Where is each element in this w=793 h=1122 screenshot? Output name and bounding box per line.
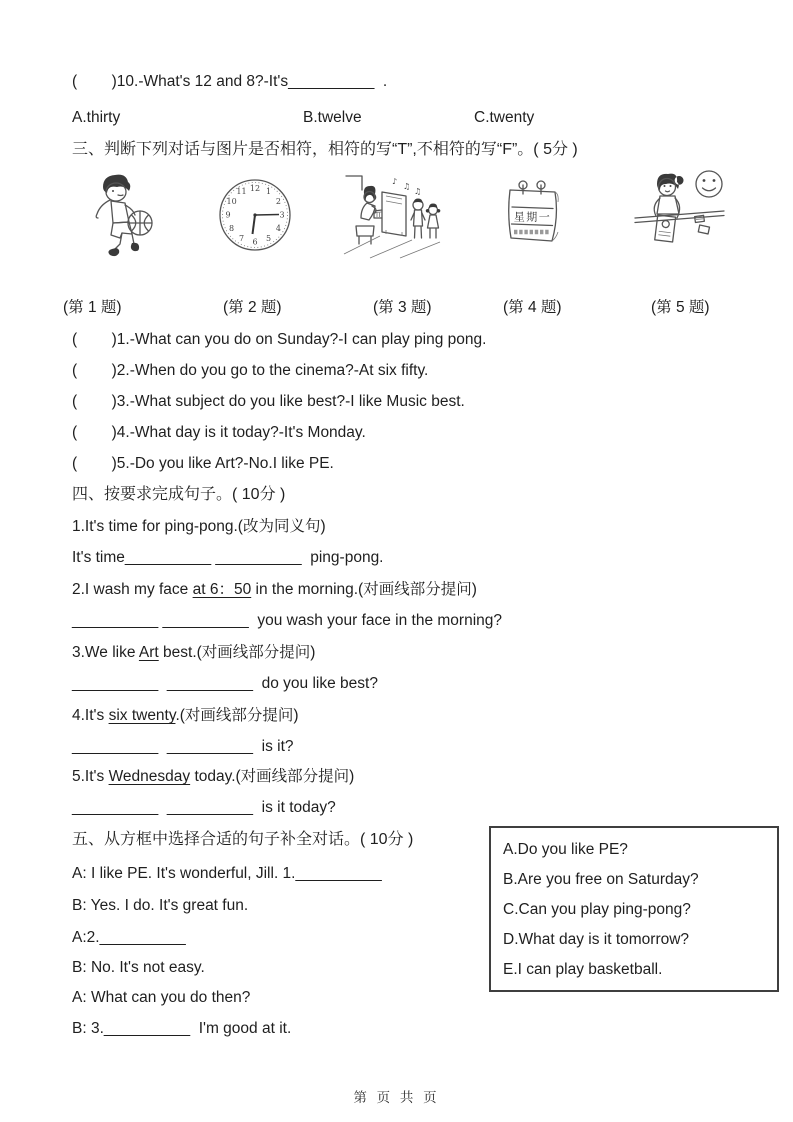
box-option-c: C.Can you play ping-pong?	[503, 901, 691, 918]
caption-figure-2: (第 2 题)	[223, 299, 282, 316]
box-option-a: A.Do you like PE?	[503, 841, 628, 858]
tf-question-2: ( )2.-When do you go to the cinema?-At six fifty.	[72, 362, 429, 379]
page-footer: 第 页 共 页	[353, 1090, 440, 1105]
svg-text:2: 2	[275, 197, 281, 206]
figure-girl-painting	[633, 166, 727, 256]
svg-text:10: 10	[226, 197, 237, 206]
dialog-line-4: B: No. It's not easy.	[72, 959, 205, 976]
figure-piano-lesson	[342, 168, 444, 260]
dialog-line-2: B: Yes. I do. It's great fun.	[72, 897, 249, 914]
caption-figure-4: (第 4 题)	[503, 299, 562, 316]
s4-item2-answer: __________ __________ you wash your face in the morning?	[72, 612, 503, 629]
box-option-e: E.I can play basketball.	[503, 961, 663, 978]
underlined-part: Wednesday	[108, 768, 191, 785]
q10-option-a: A.thirty	[72, 109, 121, 126]
s4-item5-answer: __________ __________ is it today?	[72, 799, 336, 816]
caption-figure-5: (第 5 题)	[651, 299, 710, 316]
figure-clock	[212, 174, 298, 260]
dialog-line-1: A: I like PE. It's wonderful, Jill. 1.__________	[72, 865, 382, 882]
s4-item4-answer: __________ __________ is it?	[72, 738, 294, 755]
box-option-d: D.What day is it tomorrow?	[503, 931, 690, 948]
caption-figure-1: (第 1 题)	[63, 299, 122, 316]
svg-text:♫: ♫	[414, 187, 422, 196]
section3-heading: 三、判断下列对话与图片是否相符，相符的写“T”,不相符的写“F”。( 5分 )	[72, 141, 578, 158]
svg-text:♪: ♪	[392, 177, 398, 186]
svg-text:1: 1	[265, 187, 272, 196]
tf-question-5: ( )5.-Do you like Art?-No.I like PE.	[72, 455, 334, 472]
dialog-line-3: A:2.__________	[72, 929, 186, 946]
s4-item3-answer: __________ __________ do you like best?	[72, 675, 378, 692]
svg-text:11: 11	[236, 187, 247, 196]
s4-item2-question: 2.I wash my face at 6：50 in the morning.(对画线部分提问)	[72, 581, 477, 598]
caption-figure-3: (第 3 题)	[373, 299, 432, 316]
svg-text:3: 3	[279, 210, 285, 220]
smiley-face	[696, 171, 722, 197]
clock-minute-hand	[255, 215, 279, 216]
s4-item4-question: 4.It's six twenty.(对画线部分提问)	[72, 707, 299, 724]
figure-basketball-boy	[74, 170, 166, 262]
svg-text:♫: ♫	[403, 182, 411, 191]
svg-text:12: 12	[249, 184, 261, 193]
sentence-choice-box	[489, 826, 779, 992]
figure-calendar	[498, 174, 572, 254]
s4-item1-question: 1.It's time for ping-pong.(改为同义句)	[72, 518, 326, 535]
box-option-b: B.Are you free on Saturday?	[503, 871, 699, 888]
section4-heading: 四、按要求完成句子。( 10分 )	[72, 486, 286, 503]
tf-question-1: ( )1.-What can you do on Sunday?-I can play ping pong.	[72, 331, 487, 348]
svg-text:4: 4	[275, 224, 281, 233]
svg-text:5: 5	[265, 234, 272, 243]
svg-text:6: 6	[252, 237, 258, 247]
dialog-line-5: A: What can you do then?	[72, 989, 251, 1006]
clock-hour-hand	[253, 215, 256, 234]
svg-text:8: 8	[229, 224, 235, 233]
music-notes	[392, 177, 421, 196]
s4-item1-answer: It's time__________ __________ ping-pong.	[72, 549, 384, 566]
underlined-part: Art	[138, 644, 159, 661]
piano-body	[382, 192, 406, 236]
calendar-day-label: 星期一	[513, 210, 552, 224]
tf-question-3: ( )3.-What subject do you like best?-I like Music best.	[72, 393, 465, 410]
pianist-body	[361, 203, 375, 220]
tf-question-4: ( )4.-What day is it today?-It's Monday.	[72, 424, 366, 441]
q10-option-c: C.twenty	[474, 109, 535, 126]
s4-item3-question: 3.We like Art best.(对画线部分提问)	[72, 644, 316, 661]
dialog-line-6: B: 3.__________ I'm good at it.	[72, 1020, 292, 1037]
s4-item5-question: 5.It's Wednesday today.(对画线部分提问)	[72, 768, 355, 785]
underlined-part: six twenty	[108, 707, 176, 724]
q10-option-b: B.twelve	[303, 109, 362, 126]
svg-text:7: 7	[238, 234, 245, 243]
section5-heading: 五、从方框中选择合适的句子补全对话。( 10分 )	[72, 831, 414, 848]
svg-text:9: 9	[225, 210, 231, 220]
underlined-part: at 6：50	[192, 581, 252, 598]
question-10-line: ( )10.-What's 12 and 8?-It's__________ .	[72, 73, 388, 90]
